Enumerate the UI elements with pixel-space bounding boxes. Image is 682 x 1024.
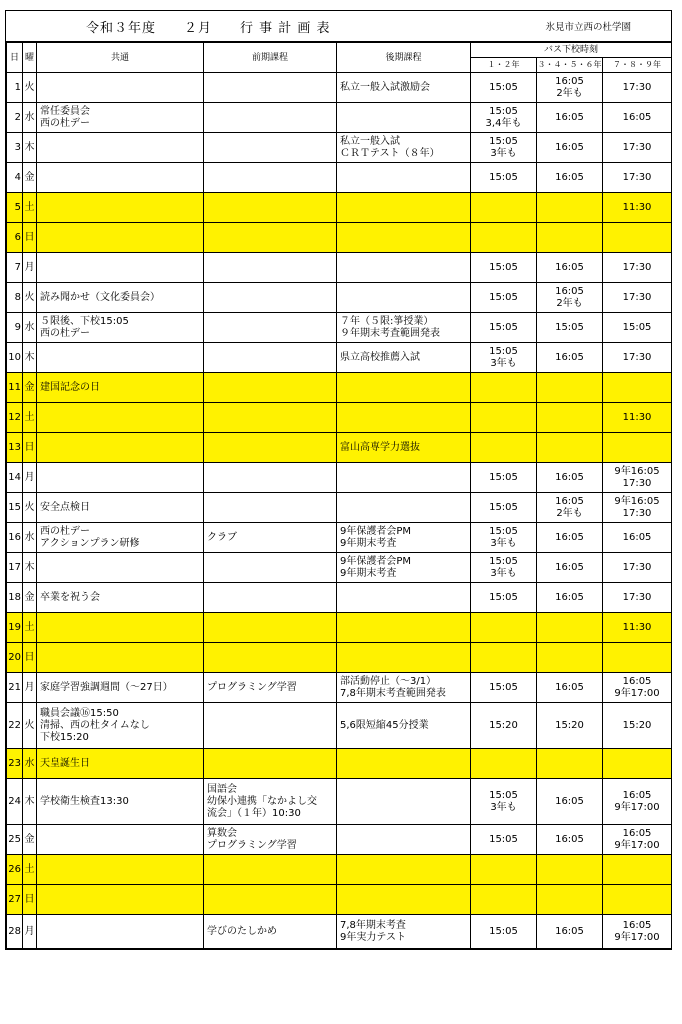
- col-dow: 曜: [23, 43, 37, 73]
- cell-dow: 木: [23, 779, 37, 825]
- title-row: [6, 11, 671, 42]
- cell-dow: 日: [23, 223, 37, 253]
- cell-day: 1: [7, 73, 23, 103]
- cell-early: [204, 403, 337, 433]
- cell-bus-3: 16:05: [603, 103, 672, 133]
- cell-bus-3: 16:05 9年17:00: [603, 825, 672, 855]
- table-row: [7, 673, 672, 703]
- cell-late: 7,8年期末考査 9年実力テスト: [337, 915, 471, 949]
- cell-day: 27: [7, 885, 23, 915]
- cell-early: [204, 613, 337, 643]
- cell-early: 国語会 幼保小連携「なかよし交 流会」（１年）10:30: [204, 779, 337, 825]
- cell-bus-1: 15:05: [471, 673, 537, 703]
- cell-late: ７年（５限:箏授業） ９年期末考査範囲発表: [337, 313, 471, 343]
- table-row: [7, 163, 672, 193]
- cell-bus-3: 17:30: [603, 583, 672, 613]
- cell-late: [337, 643, 471, 673]
- cell-bus-1: 15:05: [471, 825, 537, 855]
- cell-early: 算数会 プログラミング学習: [204, 825, 337, 855]
- cell-bus-3: 15:20: [603, 703, 672, 749]
- cell-early: [204, 223, 337, 253]
- cell-day: 25: [7, 825, 23, 855]
- table-row: [7, 193, 672, 223]
- cell-early: プログラミング学習: [204, 673, 337, 703]
- cell-day: 12: [7, 403, 23, 433]
- cell-day: 11: [7, 373, 23, 403]
- cell-early: [204, 193, 337, 223]
- col-early: 前期課程: [204, 43, 337, 73]
- cell-day: 16: [7, 523, 23, 553]
- cell-day: 15: [7, 493, 23, 523]
- cell-dow: 水: [23, 103, 37, 133]
- cell-late: [337, 103, 471, 133]
- table-row: [7, 523, 672, 553]
- cell-bus-2: 15:05: [537, 313, 603, 343]
- cell-bus-1: 15:05: [471, 163, 537, 193]
- cell-day: 6: [7, 223, 23, 253]
- table-row: [7, 583, 672, 613]
- cell-bus-1: 15:20: [471, 703, 537, 749]
- cell-common: [37, 825, 204, 855]
- cell-bus-1: [471, 223, 537, 253]
- cell-dow: 水: [23, 313, 37, 343]
- cell-common: [37, 643, 204, 673]
- cell-dow: 金: [23, 825, 37, 855]
- cell-early: [204, 855, 337, 885]
- cell-dow: 日: [23, 643, 37, 673]
- cell-bus-3: 17:30: [603, 253, 672, 283]
- col-late: 後期課程: [337, 43, 471, 73]
- cell-bus-2: [537, 643, 603, 673]
- table-row: [7, 553, 672, 583]
- table-row: [7, 885, 672, 915]
- cell-bus-1: 15:05 3年も: [471, 523, 537, 553]
- cell-early: [204, 163, 337, 193]
- cell-day: 9: [7, 313, 23, 343]
- cell-dow: 日: [23, 433, 37, 463]
- table-row: [7, 223, 672, 253]
- cell-bus-3: [603, 223, 672, 253]
- table-row: [7, 779, 672, 825]
- cell-bus-3: 11:30: [603, 613, 672, 643]
- cell-late: [337, 779, 471, 825]
- cell-bus-2: 16:05: [537, 779, 603, 825]
- cell-early: [204, 283, 337, 313]
- cell-early: 学びのたしかめ: [204, 915, 337, 949]
- cell-dow: 木: [23, 553, 37, 583]
- cell-late: [337, 613, 471, 643]
- cell-dow: 月: [23, 673, 37, 703]
- cell-late: [337, 163, 471, 193]
- cell-common: 常任委員会 西の杜デー: [37, 103, 204, 133]
- cell-bus-1: [471, 885, 537, 915]
- page-title: 令和３年度 ２月 行 事 計 画 表: [86, 20, 331, 36]
- table-row: [7, 343, 672, 373]
- cell-bus-1: [471, 433, 537, 463]
- cell-bus-3: 11:30: [603, 193, 672, 223]
- cell-dow: 月: [23, 915, 37, 949]
- cell-common: [37, 343, 204, 373]
- table-row: [7, 373, 672, 403]
- cell-day: 21: [7, 673, 23, 703]
- cell-bus-3: [603, 373, 672, 403]
- col-bus-3: ７・８・９年: [603, 58, 672, 73]
- cell-late: [337, 463, 471, 493]
- cell-late: [337, 253, 471, 283]
- cell-bus-1: [471, 613, 537, 643]
- cell-bus-2: [537, 433, 603, 463]
- cell-bus-1: [471, 403, 537, 433]
- cell-dow: 土: [23, 403, 37, 433]
- table-row: [7, 133, 672, 163]
- cell-bus-1: [471, 643, 537, 673]
- cell-bus-2: 16:05: [537, 343, 603, 373]
- cell-early: [204, 253, 337, 283]
- cell-dow: 金: [23, 583, 37, 613]
- cell-late: [337, 283, 471, 313]
- cell-bus-3: [603, 855, 672, 885]
- cell-early: [204, 373, 337, 403]
- cell-bus-1: 15:05: [471, 313, 537, 343]
- cell-late: 富山高専学力選抜: [337, 433, 471, 463]
- table-row: [7, 433, 672, 463]
- cell-bus-1: 15:05: [471, 73, 537, 103]
- cell-dow: 火: [23, 493, 37, 523]
- cell-bus-1: 15:05 3年も: [471, 133, 537, 163]
- cell-early: [204, 463, 337, 493]
- cell-late: 9年保護者会PM 9年期末考査: [337, 523, 471, 553]
- cell-bus-3: 16:05: [603, 523, 672, 553]
- col-common: 共通: [37, 43, 204, 73]
- cell-bus-2: 16:05: [537, 103, 603, 133]
- cell-bus-1: [471, 193, 537, 223]
- cell-common: [37, 223, 204, 253]
- cell-late: 私立一般入試激励会: [337, 73, 471, 103]
- table-row: [7, 283, 672, 313]
- cell-bus-2: 16:05 2年も: [537, 73, 603, 103]
- cell-early: クラブ: [204, 523, 337, 553]
- cell-day: 22: [7, 703, 23, 749]
- cell-early: [204, 553, 337, 583]
- cell-dow: 土: [23, 613, 37, 643]
- cell-bus-1: [471, 855, 537, 885]
- cell-common: 天皇誕生日: [37, 749, 204, 779]
- cell-common: ５限後、下校15:05 西の杜デー: [37, 313, 204, 343]
- cell-common: 安全点検日: [37, 493, 204, 523]
- cell-early: [204, 313, 337, 343]
- cell-bus-2: [537, 373, 603, 403]
- cell-common: [37, 193, 204, 223]
- cell-bus-2: [537, 885, 603, 915]
- cell-common: [37, 915, 204, 949]
- cell-bus-2: [537, 749, 603, 779]
- cell-bus-2: [537, 613, 603, 643]
- cell-day: 8: [7, 283, 23, 313]
- cell-late: [337, 493, 471, 523]
- cell-early: [204, 133, 337, 163]
- table-row: [7, 73, 672, 103]
- table-row: [7, 703, 672, 749]
- cell-bus-3: 16:05 9年17:00: [603, 779, 672, 825]
- cell-bus-2: 16:05: [537, 253, 603, 283]
- cell-bus-2: 16:05: [537, 673, 603, 703]
- cell-bus-1: [471, 749, 537, 779]
- cell-day: 2: [7, 103, 23, 133]
- cell-bus-1: 15:05: [471, 915, 537, 949]
- cell-dow: 金: [23, 373, 37, 403]
- cell-late: 5,6限短縮45分授業: [337, 703, 471, 749]
- cell-dow: 火: [23, 73, 37, 103]
- cell-bus-1: 15:05 3年も: [471, 553, 537, 583]
- cell-common: 西の杜デー アクションプラン研修: [37, 523, 204, 553]
- cell-early: [204, 343, 337, 373]
- cell-late: [337, 825, 471, 855]
- cell-dow: 木: [23, 343, 37, 373]
- schedule-body: [7, 73, 672, 949]
- cell-bus-3: [603, 885, 672, 915]
- cell-bus-2: 16:05: [537, 825, 603, 855]
- cell-bus-3: 16:05 9年17:00: [603, 915, 672, 949]
- cell-bus-3: 16:05 9年17:00: [603, 673, 672, 703]
- cell-bus-3: 17:30: [603, 283, 672, 313]
- cell-common: [37, 133, 204, 163]
- cell-common: 読み聞かせ（文化委員会）: [37, 283, 204, 313]
- cell-bus-2: 16:05: [537, 583, 603, 613]
- col-bus: バス下校時刻: [471, 43, 672, 58]
- cell-bus-3: 15:05: [603, 313, 672, 343]
- cell-dow: 火: [23, 703, 37, 749]
- cell-late: 9年保護者会PM 9年期末考査: [337, 553, 471, 583]
- cell-common: [37, 553, 204, 583]
- cell-dow: 土: [23, 193, 37, 223]
- cell-bus-2: 16:05 2年も: [537, 493, 603, 523]
- cell-early: [204, 703, 337, 749]
- cell-common: [37, 403, 204, 433]
- cell-day: 3: [7, 133, 23, 163]
- cell-dow: 火: [23, 283, 37, 313]
- table-row: [7, 103, 672, 133]
- cell-late: [337, 855, 471, 885]
- cell-late: 県立高校推薦入試: [337, 343, 471, 373]
- table-row: [7, 463, 672, 493]
- cell-common: [37, 73, 204, 103]
- table-row: [7, 403, 672, 433]
- table-row: [7, 313, 672, 343]
- cell-day: 28: [7, 915, 23, 949]
- cell-early: [204, 103, 337, 133]
- schedule-sheet: [5, 10, 672, 950]
- cell-dow: 金: [23, 163, 37, 193]
- cell-bus-1: 15:05: [471, 283, 537, 313]
- cell-dow: 土: [23, 855, 37, 885]
- cell-bus-3: 17:30: [603, 133, 672, 163]
- table-row: [7, 643, 672, 673]
- cell-bus-2: 16:05: [537, 133, 603, 163]
- cell-bus-3: 17:30: [603, 73, 672, 103]
- cell-bus-1: [471, 373, 537, 403]
- cell-day: 18: [7, 583, 23, 613]
- cell-bus-2: [537, 223, 603, 253]
- cell-late: 部活動停止（～3/1） 7,8年期末考査範囲発表: [337, 673, 471, 703]
- cell-common: 卒業を祝う会: [37, 583, 204, 613]
- cell-bus-2: 16:05: [537, 463, 603, 493]
- cell-common: [37, 885, 204, 915]
- cell-bus-1: 15:05: [471, 493, 537, 523]
- cell-early: [204, 433, 337, 463]
- cell-bus-1: 15:05 3年も: [471, 779, 537, 825]
- cell-common: [37, 855, 204, 885]
- cell-bus-2: [537, 193, 603, 223]
- cell-common: 学校衛生検査13:30: [37, 779, 204, 825]
- cell-common: [37, 163, 204, 193]
- cell-bus-3: 9年16:05 17:30: [603, 463, 672, 493]
- table-row: [7, 613, 672, 643]
- cell-bus-1: 15:05: [471, 253, 537, 283]
- col-day: 日: [7, 43, 23, 73]
- cell-common: [37, 613, 204, 643]
- table-row: [7, 493, 672, 523]
- table-row: [7, 825, 672, 855]
- cell-bus-2: [537, 855, 603, 885]
- cell-bus-1: 15:05: [471, 583, 537, 613]
- cell-bus-1: 15:05: [471, 463, 537, 493]
- cell-day: 20: [7, 643, 23, 673]
- cell-bus-3: 11:30: [603, 403, 672, 433]
- cell-common: 職員会議⑯15:50 清掃、西の杜タイムなし 下校15:20: [37, 703, 204, 749]
- cell-early: [204, 749, 337, 779]
- cell-early: [204, 493, 337, 523]
- cell-bus-2: [537, 403, 603, 433]
- cell-late: [337, 885, 471, 915]
- cell-late: [337, 193, 471, 223]
- cell-late: [337, 749, 471, 779]
- cell-common: 建国記念の日: [37, 373, 204, 403]
- cell-dow: 日: [23, 885, 37, 915]
- cell-late: [337, 583, 471, 613]
- cell-common: [37, 463, 204, 493]
- cell-bus-2: 16:05: [537, 553, 603, 583]
- cell-bus-2: 16:05: [537, 915, 603, 949]
- cell-dow: 水: [23, 523, 37, 553]
- cell-day: 7: [7, 253, 23, 283]
- school-name: 氷見市立西の杜学園: [545, 22, 631, 33]
- cell-bus-3: 9年16:05 17:30: [603, 493, 672, 523]
- cell-bus-3: [603, 749, 672, 779]
- cell-bus-2: 15:20: [537, 703, 603, 749]
- cell-late: 私立一般入試 ＣＲＴテスト（８年）: [337, 133, 471, 163]
- cell-bus-3: 17:30: [603, 343, 672, 373]
- cell-early: [204, 583, 337, 613]
- cell-day: 23: [7, 749, 23, 779]
- table-row: [7, 253, 672, 283]
- cell-bus-3: 17:30: [603, 163, 672, 193]
- cell-day: 5: [7, 193, 23, 223]
- cell-early: [204, 643, 337, 673]
- cell-early: [204, 885, 337, 915]
- cell-bus-1: 15:05 3,4年も: [471, 103, 537, 133]
- cell-dow: 木: [23, 133, 37, 163]
- cell-bus-1: 15:05 3年も: [471, 343, 537, 373]
- cell-early: [204, 73, 337, 103]
- cell-day: 10: [7, 343, 23, 373]
- cell-dow: 月: [23, 253, 37, 283]
- cell-common: 家庭学習強調週間（～27日）: [37, 673, 204, 703]
- cell-late: [337, 223, 471, 253]
- cell-day: 19: [7, 613, 23, 643]
- header-row: [7, 43, 672, 58]
- cell-dow: 月: [23, 463, 37, 493]
- cell-day: 13: [7, 433, 23, 463]
- schedule-table: [6, 42, 672, 949]
- table-row: [7, 915, 672, 949]
- cell-day: 24: [7, 779, 23, 825]
- cell-bus-2: 16:05 2年も: [537, 283, 603, 313]
- cell-late: [337, 403, 471, 433]
- cell-bus-2: 16:05: [537, 523, 603, 553]
- table-row: [7, 749, 672, 779]
- cell-day: 14: [7, 463, 23, 493]
- cell-day: 4: [7, 163, 23, 193]
- cell-day: 26: [7, 855, 23, 885]
- col-bus-1: １・２年: [471, 58, 537, 73]
- cell-bus-3: [603, 643, 672, 673]
- table-row: [7, 855, 672, 885]
- cell-bus-3: [603, 433, 672, 463]
- cell-common: [37, 433, 204, 463]
- cell-bus-3: 17:30: [603, 553, 672, 583]
- cell-dow: 水: [23, 749, 37, 779]
- cell-day: 17: [7, 553, 23, 583]
- cell-common: [37, 253, 204, 283]
- cell-late: [337, 373, 471, 403]
- col-bus-2: ３・４・５・６年: [537, 58, 603, 73]
- cell-bus-2: 16:05: [537, 163, 603, 193]
